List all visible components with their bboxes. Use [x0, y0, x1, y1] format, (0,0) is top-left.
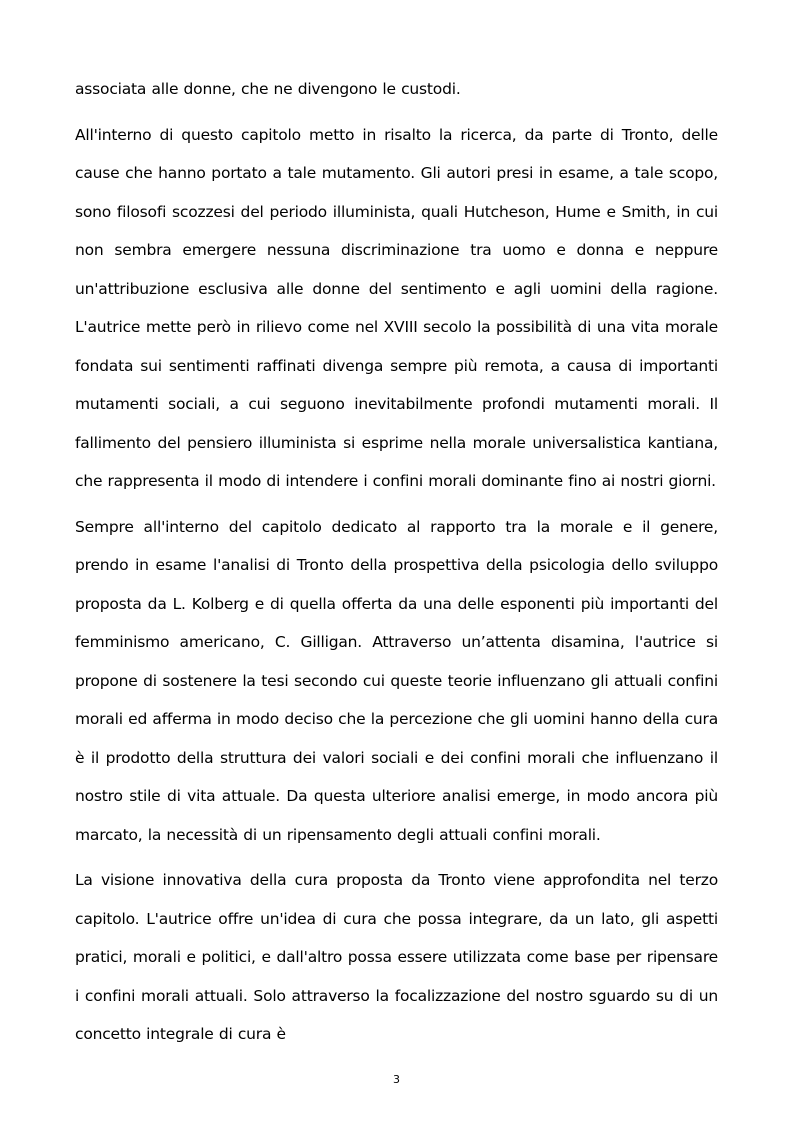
paragraph-2: All'interno di questo capitolo metto in risalto la ricerca, da parte di Tronto, delle cause che hanno portato a tale mutamento. Gli autori presi in esame, a tale scopo, sono filosofi scozzesi del periodo illuminista, quali Hutcheson, Hume e Smith, in cui non sembra emergere nessuna discriminazione tra uomo e donna e neppure un'attribuzione esclusiva alle donne del sentimento e agli uomini della ragione. L'autrice mette però in rilievo come nel XVIII secolo la possibilità di una vita morale fondata sui sentimenti raffinati divenga sempre più remota, a causa di importanti mutamenti sociali, a cui seguono inevitabilmente profondi mutamenti morali. Il fallimento del pensiero illuminista si esprime nella morale universalistica kantiana, che rappresenta il modo di intendere i confini morali dominante fino ai nostri giorni.: [75, 125, 718, 490]
paragraph-4: La visione innovativa della cura proposta da Tronto viene approfondita nel terzo capitolo. L'autrice offre un'idea di cura che possa integrare, da un lato, gli aspetti pratici, morali e politici, e dall'altro possa essere utilizzata come base per ripensare i confini morali attuali. Solo attraverso la focalizzazione del nostro sguardo su di un concetto integrale di cura è: [75, 871, 718, 1043]
paragraph-3: Sempre all'interno del capitolo dedicato al rapporto tra la morale e il genere, prendo in esame l'analisi di Tronto della prospettiva della psicologia dello sviluppo proposta da L. Kolberg e di quella offerta da una delle esponenti più importanti del femminismo americano, C. Gilligan. Attraverso un’attenta disamina, l'autrice si propone di sostenere la tesi secondo cui queste teorie influenzano gli attuali confini morali ed afferma in modo deciso che la percezione che gli uomini hanno della cura è il prodotto della struttura dei valori sociali e dei confini morali che influenzano il nostro stile di vita attuale. Da questa ulteriore analisi emerge, in modo ancora più marcato, la necessità di un ripensamento degli attuali confini morali.: [75, 517, 718, 844]
page-number: 3: [393, 1073, 400, 1086]
body-text: [75, 70, 718, 1054]
paragraph-1: associata alle donne, che ne divengono le custodi.: [75, 80, 461, 98]
